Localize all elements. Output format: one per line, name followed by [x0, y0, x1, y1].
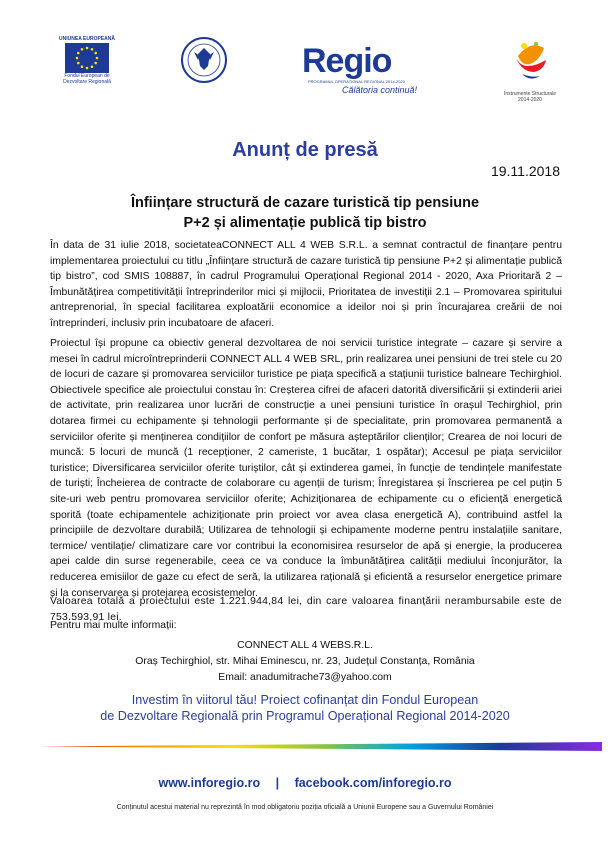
subtitle-line-2: P+2 și alimentație publică tip bistro: [183, 215, 427, 231]
eu-logo-caption-top: UNIUNEA EUROPEANĂ: [59, 36, 115, 42]
publication-date: 19.11.2018: [490, 163, 560, 179]
paragraph-objectives: Proiectul își propune ca obiectiv general dezvoltarea de noi servicii turistice integrate – cazare și servire a mesei în cadrul microîntreprinderii CONNECT ALL 4 WEB SRL, prin realizarea unei pensiuni de trei stele cu 20 de locuri de cazare și promovarea serviciilor turistice pe piața specifică a stațiunii turistice balneare Techirghiol. Obiectivele specifice ale proiectului constau în: Creșterea cifrei de afaceri datorită diversificării și extinderii ariei de activitate, prin realizarea unor lucrări de construcție a unei pensiuni turistice în orașul Techirghiol, prin dotarea firmei cu echipamente și tehnologii performante și de specialitate, prin promovarea permanentă a serviciilor oferite și menținerea condițiilor de confort pe măsura așteptărilor clienților; Crearea de noi locuri de muncă: 5 locuri de muncă (1 recepționer, 2 cameriste, 1 bucătar, 1 ospătar); Accesul pe piața serviciilor turistice; Diversificarea serviciilor oferite turiștilor, cât și extinderea gamei, în funcție de tendințele manifestate de turiști; Încheierea de contracte de colaborare cu agenții de turism; Înregistarea și înscrierea pe cel puțin 5 site-uri web pentru promovarea serviciilor oferite; Achiziționarea de echipamente cu o eficiență energetică sporită (toate echipamentele achiziționate prin proiect vor avea clasa energetică A), contribuind astfel la principiile de dezvoltare durabilă; Utilizarea de tehnologii și echipamente moderne pentru instalațiile sanitare, termice/ ventilație/ climatizare care vor contribui la economisirea resurselor de apă și energie, la producerea apei calde din surse regenerabile, ceea ce va conduce la îmbunătățirea calității mediului înconjurător, la reducerea emisiilor de gaze cu efect de seră, la utilizarea rațională și eficientă a resurselor energetice primare și la conservarea și protejarea ecosistemelor.: [50, 338, 562, 599]
eu-logo: [56, 36, 118, 85]
footer-separator: |: [275, 776, 280, 790]
eu-logo-caption-bottom: Fondul European de Dezvoltare Regională: [63, 73, 111, 85]
slogan-line-2: de Dezvoltare Regională prin Programul Operațional Regional 2014-2020: [100, 709, 510, 723]
rainbow-divider: [38, 742, 602, 751]
contact-company: CONNECT ALL 4 WEBS.R.L.: [237, 640, 373, 651]
slogan-line-1: Investim în viitorul tău! Proiect cofinanțat din Fondul European: [131, 693, 479, 707]
structural-instruments-logo: [500, 36, 560, 104]
structural-instruments-caption: Instrumente Structurale 2014-2020: [504, 91, 556, 103]
paragraph-contract: În data de 31 iulie 2018, societateaCONNECT ALL 4 WEB S.R.L. a semnat contractul de finanțare pentru implementarea proiectului cu titlu „Înființare structură de cazare turistică tip pensiune P+2 și alimentație publică tip bistro”, cod SMIS 108887, în cadrul Programului Operațional Regional 2014 - 2020, Axa Prioritară 2 – Îmbunătățirea competitivității întreprinderilor mici și mijlocii, Prioritatea de investiții 2.1 – Promovarea spiritului antreprenorial, în special facilitarea exploatării economice a ideilor noi și prin încurajarea creării de noi întreprinderi, inclusiv prin incubatoare de afaceri.: [50, 240, 562, 329]
facebook-link[interactable]: facebook.com/inforegio.ro: [294, 776, 452, 790]
footer-disclaimer: Conținutul acestui material nu reprezintă în mod obligatoriu poziția oficială a Uniunii Europene sau a Guvernului României: [116, 804, 494, 811]
structural-instruments-icon: [500, 36, 560, 86]
eu-flag-icon: [65, 43, 109, 73]
regio-logo: [302, 44, 442, 96]
government-crest-icon: [180, 36, 228, 84]
contact-email[interactable]: Email: anadumitrache73@yahoo.com: [218, 672, 392, 683]
regio-wordmark: Regio: [302, 42, 392, 80]
funding-slogan: [0, 692, 610, 724]
footer-links: [0, 776, 610, 790]
project-subtitle: [0, 193, 610, 233]
subtitle-line-1: Înființare structură de cazare turistică tip pensiune: [130, 195, 480, 211]
regio-slogan: Călătoria continuă!: [342, 85, 418, 95]
regio-program-caption: PROGRAMUL OPERAȚIONAL REGIONAL 2014-2020: [308, 79, 405, 84]
inforegio-link[interactable]: www.inforegio.ro: [158, 776, 261, 790]
page-title: Anunț de presă: [232, 139, 378, 161]
paragraph-value: Valoarea totală a proiectului este 1.221.944,84 lei, din care valoarea finanțării nerambursabile este de 753.593,91 lei.: [50, 596, 562, 623]
more-info-label: Pentru mai multe informații:: [50, 620, 177, 631]
contact-address: Oraș Techirghiol, str. Mihai Eminescu, nr. 23, Județul Constanța, România: [135, 656, 475, 667]
